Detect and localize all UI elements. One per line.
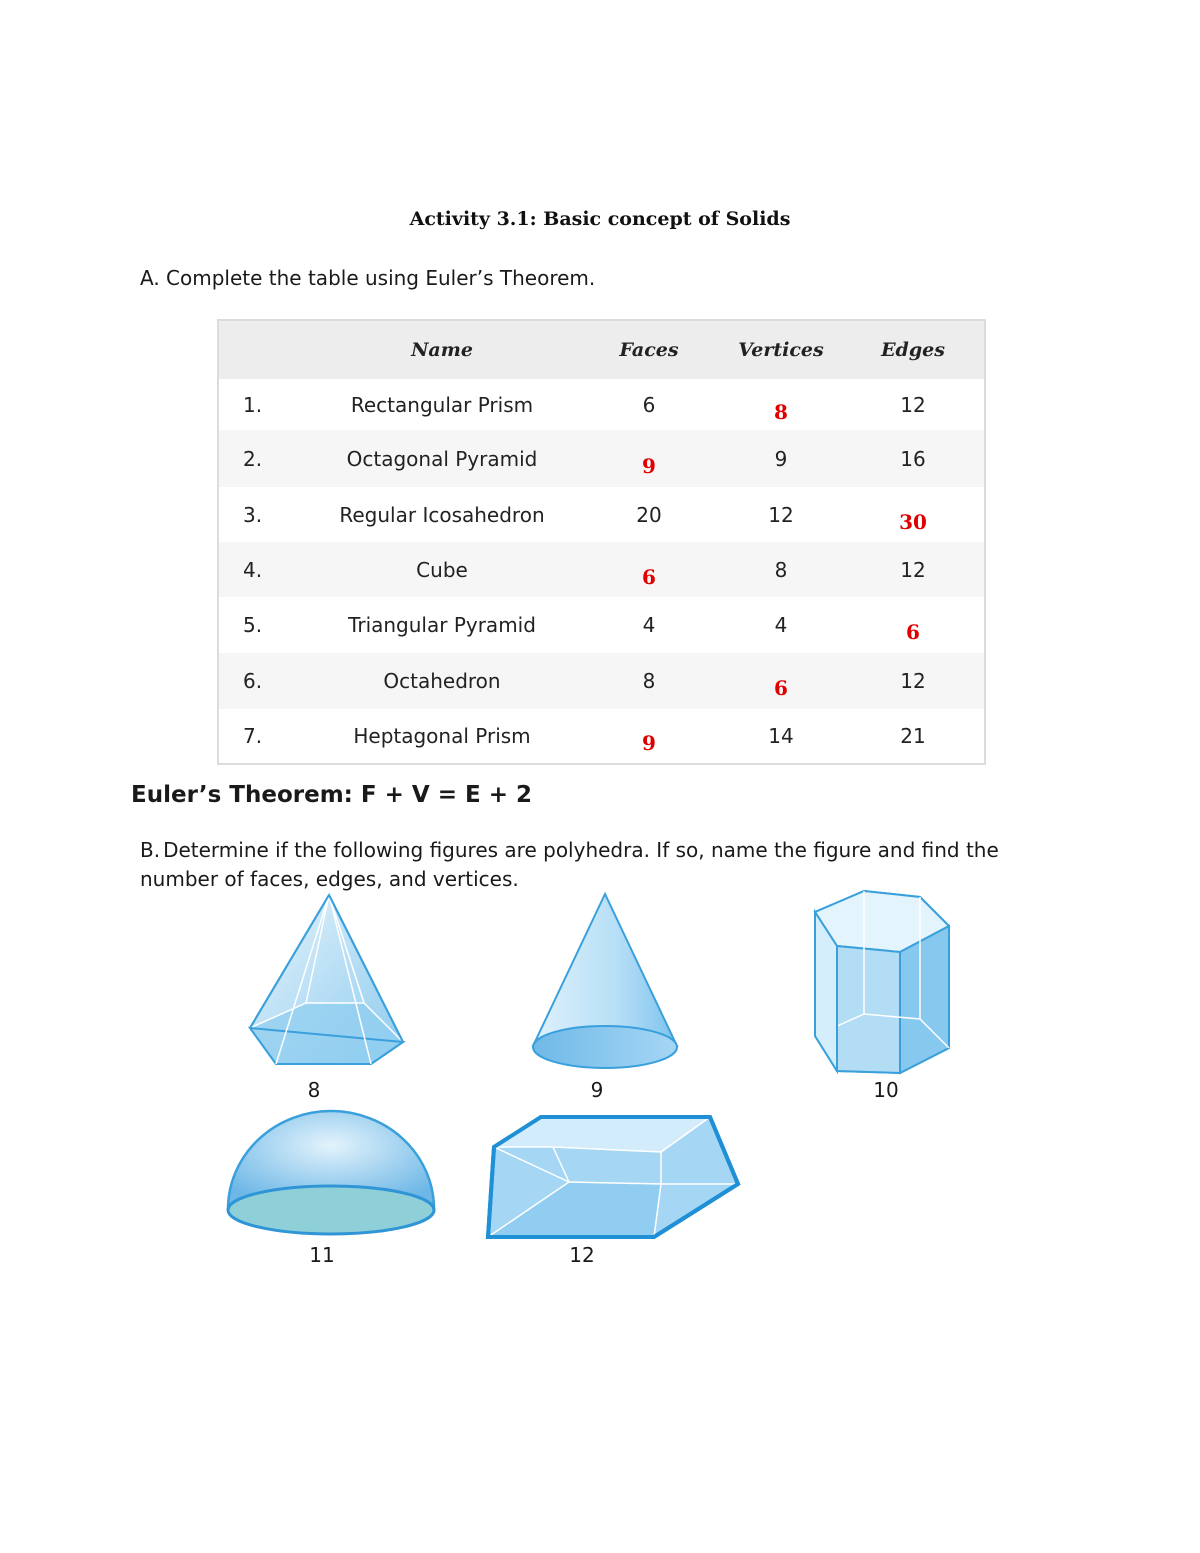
figure-label-11: 11 [309, 1243, 335, 1267]
cell-number: 1. [218, 379, 306, 430]
cell-edges: 12 [842, 653, 985, 709]
answer-value: 6 [906, 620, 920, 644]
answer-value: 9 [642, 731, 656, 755]
page-title: Activity 3.1: Basic concept of Solids [409, 208, 791, 230]
cell-vertices: 9 [720, 430, 842, 487]
answer-value: 8 [774, 399, 788, 424]
cell-faces: 20 [578, 487, 720, 542]
cell-edges [842, 597, 985, 653]
cell-number: 2. [218, 430, 306, 487]
part-b-label: B. [140, 838, 161, 862]
euler-table [217, 319, 986, 765]
cell-number: 7. [218, 709, 306, 764]
cell-edges: 12 [842, 542, 985, 597]
cell-edges: 12 [842, 379, 985, 430]
figure-label-8: 8 [307, 1078, 321, 1102]
header-number [218, 320, 306, 379]
euler-formula: Euler’s Theorem: F + V = E + 2 [131, 782, 532, 808]
figure-label-9: 9 [590, 1078, 604, 1102]
cell-name: Heptagonal Prism [306, 709, 578, 764]
answer-value: 30 [899, 509, 927, 534]
part-b-text: Determine if the following figures are polyhedra. If so, name the figure and find the number of faces, edges, and vertices. [140, 838, 999, 891]
cell-name: Regular Icosahedron [306, 487, 578, 542]
cell-vertices [720, 653, 842, 709]
figure-label-12: 12 [569, 1243, 595, 1267]
cell-vertices [720, 379, 842, 430]
table-row [218, 430, 985, 487]
pentagonal-prism-figure [484, 1112, 742, 1244]
cell-faces [578, 542, 720, 597]
cell-name: Rectangular Prism [306, 379, 578, 430]
cone-figure [527, 890, 683, 1075]
answer-value: 9 [642, 453, 656, 478]
cell-edges: 21 [842, 709, 985, 764]
cell-vertices: 4 [720, 597, 842, 653]
figure-label-10: 10 [873, 1078, 899, 1102]
cell-number: 4. [218, 542, 306, 597]
hemisphere-figure [222, 1104, 440, 1239]
cell-faces: 4 [578, 597, 720, 653]
cell-number: 5. [218, 597, 306, 653]
table-header-row [218, 320, 985, 379]
header-edges: Edges [842, 320, 985, 379]
answer-value: 6 [642, 564, 656, 589]
part-a-instruction: A. Complete the table using Euler’s Theorem. [140, 266, 596, 290]
table-row [218, 597, 985, 653]
table-row [218, 653, 985, 709]
cell-edges [842, 487, 985, 542]
header-faces: Faces [578, 320, 720, 379]
cell-name: Octagonal Pyramid [306, 430, 578, 487]
cell-edges: 16 [842, 430, 985, 487]
cell-vertices: 12 [720, 487, 842, 542]
table-row [218, 379, 985, 430]
table-row [218, 542, 985, 597]
cell-faces: 8 [578, 653, 720, 709]
cell-vertices: 14 [720, 709, 842, 764]
hexagonal-pyramid-figure [240, 890, 410, 1075]
header-name: Name [306, 320, 578, 379]
cell-number: 3. [218, 487, 306, 542]
cell-name: Triangular Pyramid [306, 597, 578, 653]
header-vertices: Vertices [720, 320, 842, 379]
cell-number: 6. [218, 653, 306, 709]
cell-faces [578, 709, 720, 764]
table-row [218, 709, 985, 764]
cell-name: Octahedron [306, 653, 578, 709]
table-row [218, 487, 985, 542]
cell-vertices: 8 [720, 542, 842, 597]
cell-faces: 6 [578, 379, 720, 430]
hexagonal-prism-figure [810, 888, 956, 1078]
cell-name: Cube [306, 542, 578, 597]
cell-faces [578, 430, 720, 487]
part-b-instruction [140, 836, 1040, 894]
answer-value: 6 [774, 676, 788, 700]
